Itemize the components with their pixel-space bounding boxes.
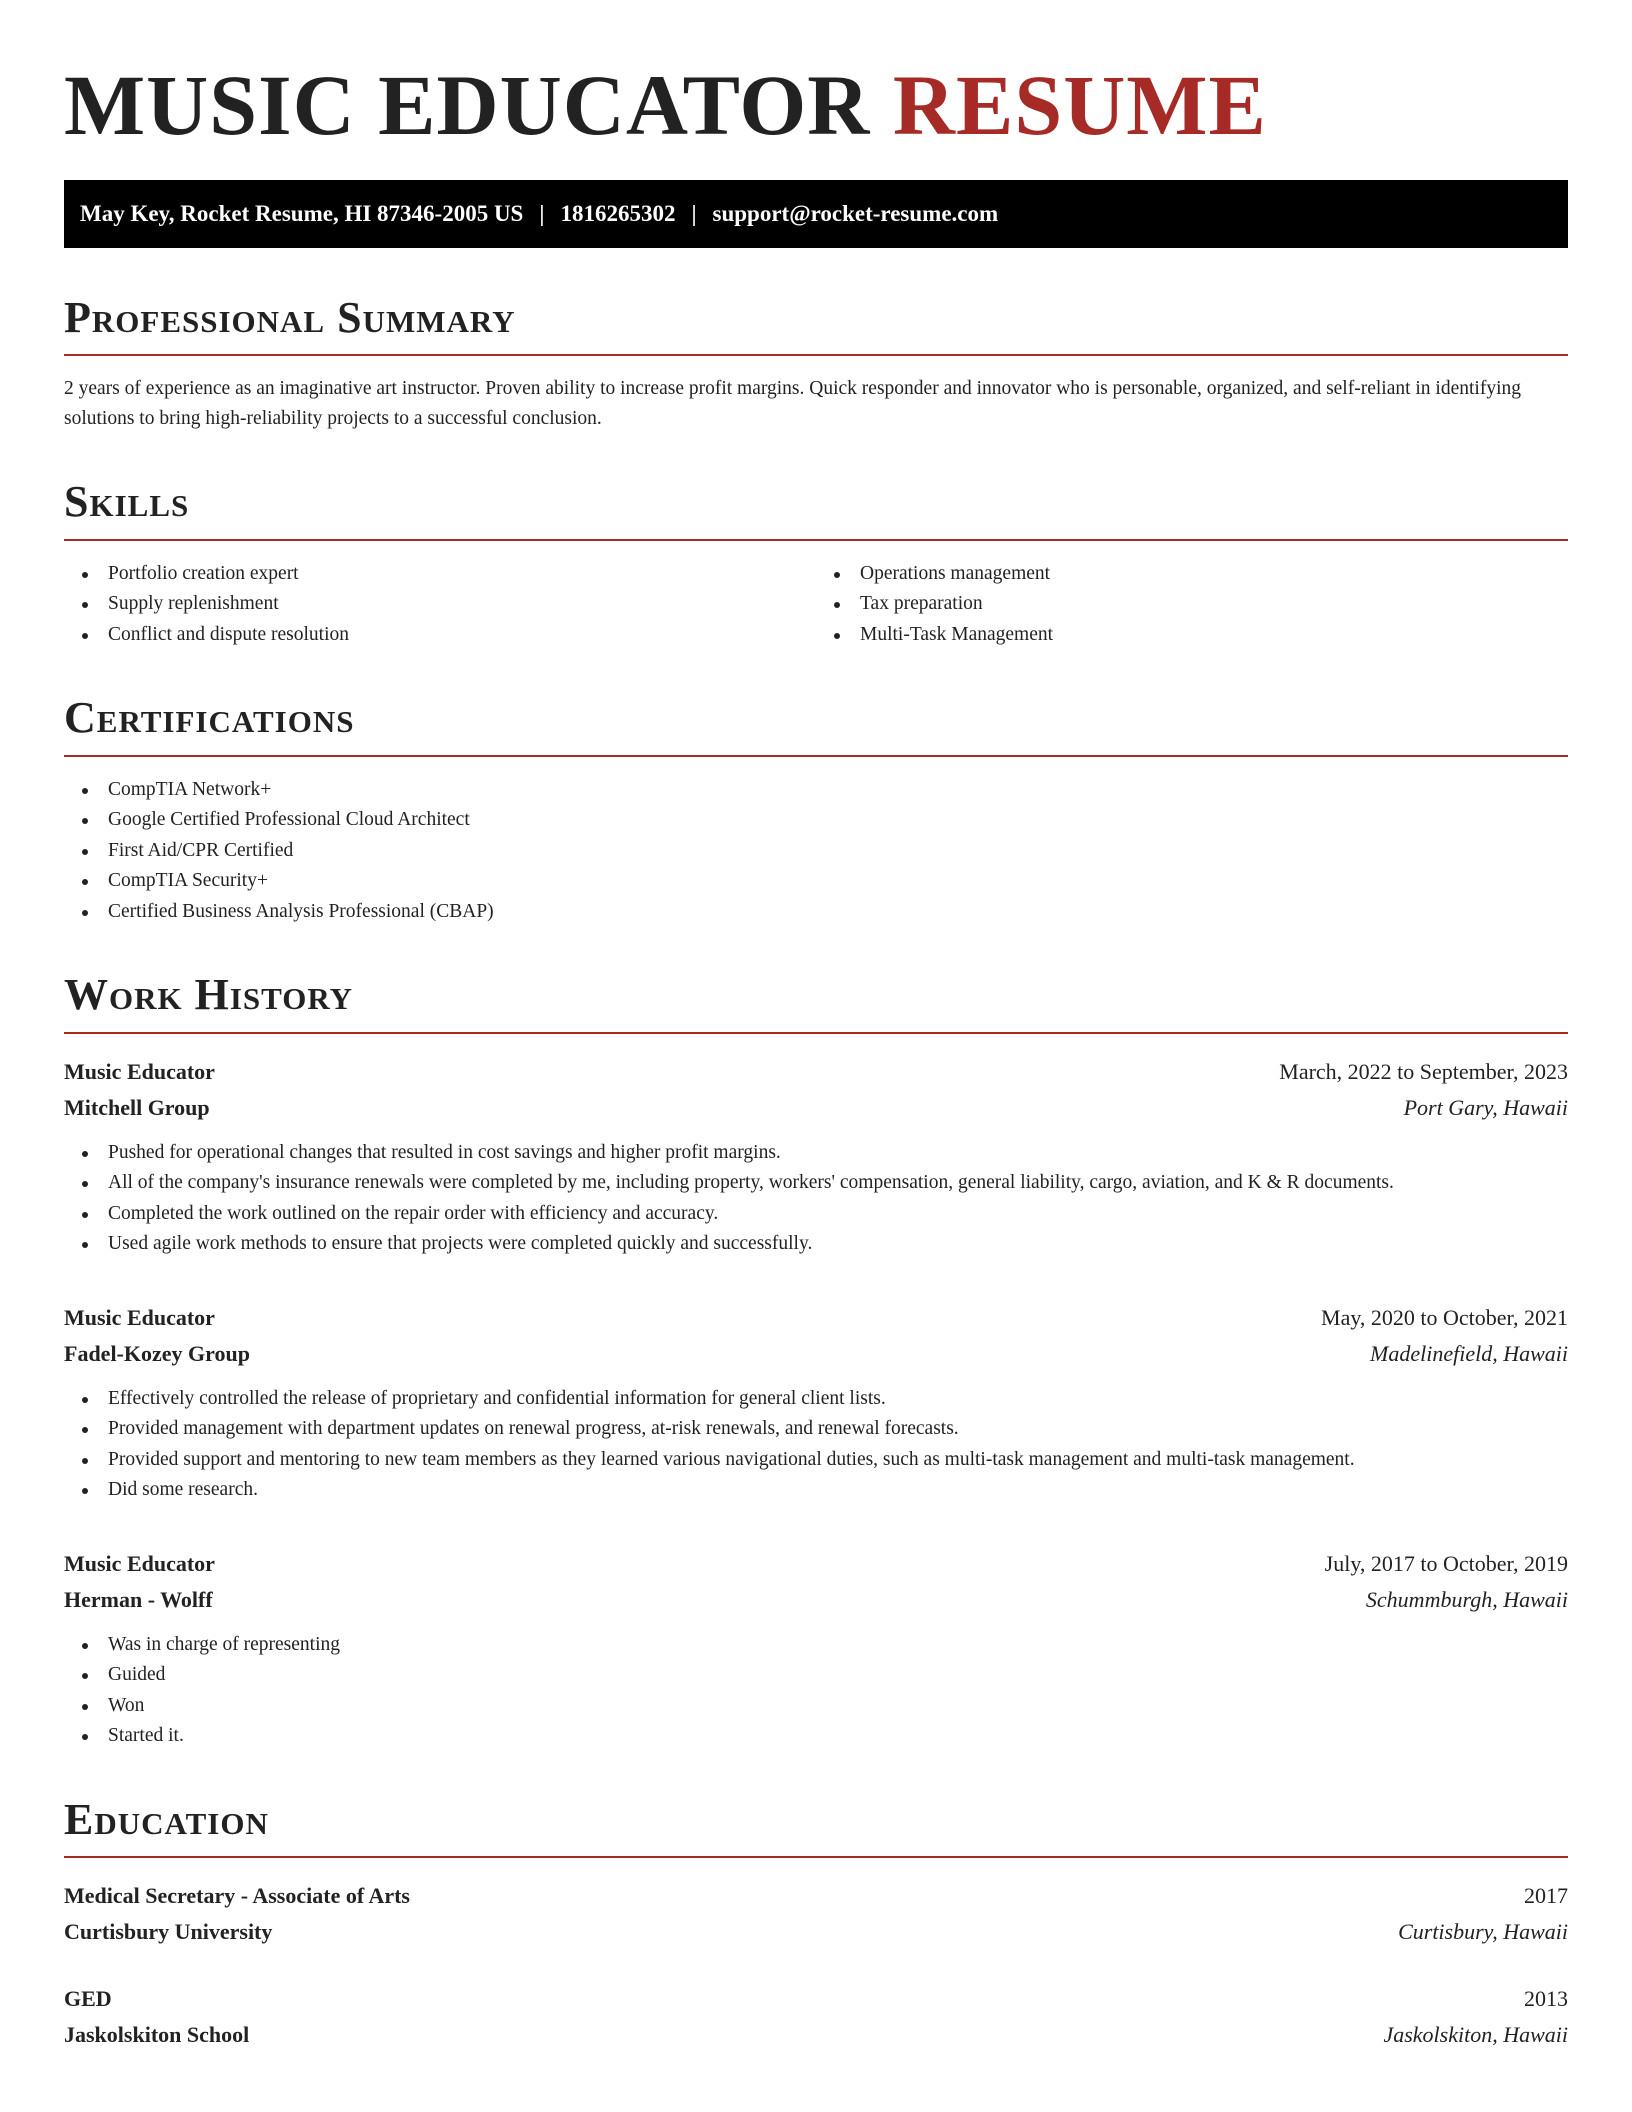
job-bullets (64, 1384, 1568, 1506)
job-location: Schummburgh, Hawaii (1365, 1586, 1568, 1612)
job-bullet: Pushed for operational changes that resulted in cost savings and higher profit margins. (64, 1138, 1568, 1169)
job-company-row (64, 1582, 1568, 1618)
skill-item: Tax preparation (816, 589, 1568, 620)
education-school: Curtisbury University (64, 1918, 273, 1944)
job-bullet: All of the company's insurance renewals were completed by me, including property, workers' compensation, general liability, cargo, aviation, and K & R documents. (64, 1168, 1568, 1199)
job-bullet: Won (64, 1691, 1568, 1722)
job-title: Music Educator (64, 1550, 215, 1576)
education-entry (64, 1878, 1568, 1950)
education-degree: Medical Secretary - Associate of Arts (64, 1882, 410, 1908)
skill-item: Supply replenishment (64, 589, 816, 620)
job-company-row (64, 1336, 1568, 1372)
job-bullet: Provided support and mentoring to new team members as they learned various navigational duties, such as multi-task management and multi-task management. (64, 1445, 1568, 1476)
education-location: Jaskolskiton, Hawaii (1383, 2021, 1568, 2047)
job-location: Madelinefield, Hawaii (1370, 1340, 1568, 1366)
skills-list-right (816, 559, 1568, 651)
job-company-row (64, 1090, 1568, 1126)
job-bullet: Did some research. (64, 1475, 1568, 1506)
contact-address: May Key, Rocket Resume, HI 87346-2005 US (80, 201, 524, 226)
summary-text: 2 years of experience as an imaginative art instructor. Proven ability to increase profit margins. Quick responder and innovator who is personable, organized, and self-reliant in identifying solutions to bring high-reliability projects to a successful conclusion. (64, 378, 1522, 430)
job-bullet: Effectively controlled the release of proprietary and confidential information for general client lists. (64, 1384, 1568, 1415)
job-company: Fadel-Kozey Group (64, 1340, 250, 1366)
skills-grid (64, 541, 1568, 651)
contact-email: support@rocket-resume.com (712, 201, 999, 226)
certification-item: Certified Business Analysis Professional (CBAP) (64, 897, 1568, 928)
job-bullet: Used agile work methods to ensure that projects were completed quickly and successfully. (64, 1229, 1568, 1260)
job-entry (64, 1054, 1568, 1260)
job-title: Music Educator (64, 1304, 215, 1330)
job-bullet: Provided management with department updates on renewal progress, at-risk renewals, and renewal forecasts. (64, 1414, 1568, 1445)
certification-item: Google Certified Professional Cloud Architect (64, 805, 1568, 836)
job-dates: March, 2022 to September, 2023 (1279, 1058, 1568, 1084)
skills-list-left (64, 559, 816, 651)
job-bullet: Completed the work outlined on the repair order with efficiency and accuracy. (64, 1199, 1568, 1230)
certifications-list (64, 775, 1568, 928)
job-company: Mitchell Group (64, 1094, 210, 1120)
education-degree-row (64, 1878, 1568, 1914)
job-company: Herman - Wolff (64, 1586, 213, 1612)
job-entry (64, 1300, 1568, 1506)
education-entry (64, 1981, 1568, 2053)
job-bullet: Started it. (64, 1721, 1568, 1752)
certification-item: First Aid/CPR Certified (64, 836, 1568, 867)
education-school-row (64, 1914, 1568, 1950)
skill-item: Operations management (816, 559, 1568, 590)
contact-separator: | (539, 201, 545, 226)
education-location: Curtisbury, Hawaii (1398, 1918, 1568, 1944)
certifications-heading: Certifications (64, 694, 1568, 756)
education-school-row (64, 2017, 1568, 2053)
job-bullets (64, 1630, 1568, 1752)
skills-section (64, 478, 1568, 650)
summary-heading: Professional Summary (64, 294, 1568, 356)
education-section (64, 1796, 1568, 2053)
title-accent: RESUME (892, 57, 1267, 153)
skill-item: Multi-Task Management (816, 620, 1568, 651)
job-dates: July, 2017 to October, 2019 (1324, 1550, 1568, 1576)
summary-section (64, 294, 1568, 434)
certification-item: CompTIA Security+ (64, 866, 1568, 897)
certifications-section (64, 694, 1568, 927)
contact-bar (64, 180, 1568, 248)
job-title-row (64, 1546, 1568, 1582)
job-title: Music Educator (64, 1058, 215, 1084)
contact-phone: 1816265302 (560, 201, 676, 226)
resume-title (64, 57, 1568, 153)
skill-item: Conflict and dispute resolution (64, 620, 816, 651)
job-bullets (64, 1138, 1568, 1260)
education-degree: GED (64, 1985, 112, 2011)
education-year: 2013 (1524, 1985, 1568, 2011)
work-history-section (64, 971, 1568, 1751)
job-entry (64, 1546, 1568, 1752)
job-title-row (64, 1054, 1568, 1090)
job-dates: May, 2020 to October, 2021 (1321, 1304, 1568, 1330)
education-heading: Education (64, 1796, 1568, 1858)
skills-heading: Skills (64, 478, 1568, 540)
job-title-row (64, 1300, 1568, 1336)
certification-item: CompTIA Network+ (64, 775, 1568, 806)
education-degree-row (64, 1981, 1568, 2017)
job-bullet: Guided (64, 1660, 1568, 1691)
skill-item: Portfolio creation expert (64, 559, 816, 590)
job-bullet: Was in charge of representing (64, 1630, 1568, 1661)
work-history-heading: Work History (64, 971, 1568, 1033)
contact-separator: | (691, 201, 697, 226)
title-main: MUSIC EDUCATOR (64, 57, 871, 153)
job-location: Port Gary, Hawaii (1403, 1094, 1568, 1120)
education-school: Jaskolskiton School (64, 2021, 250, 2047)
education-year: 2017 (1524, 1882, 1568, 1908)
